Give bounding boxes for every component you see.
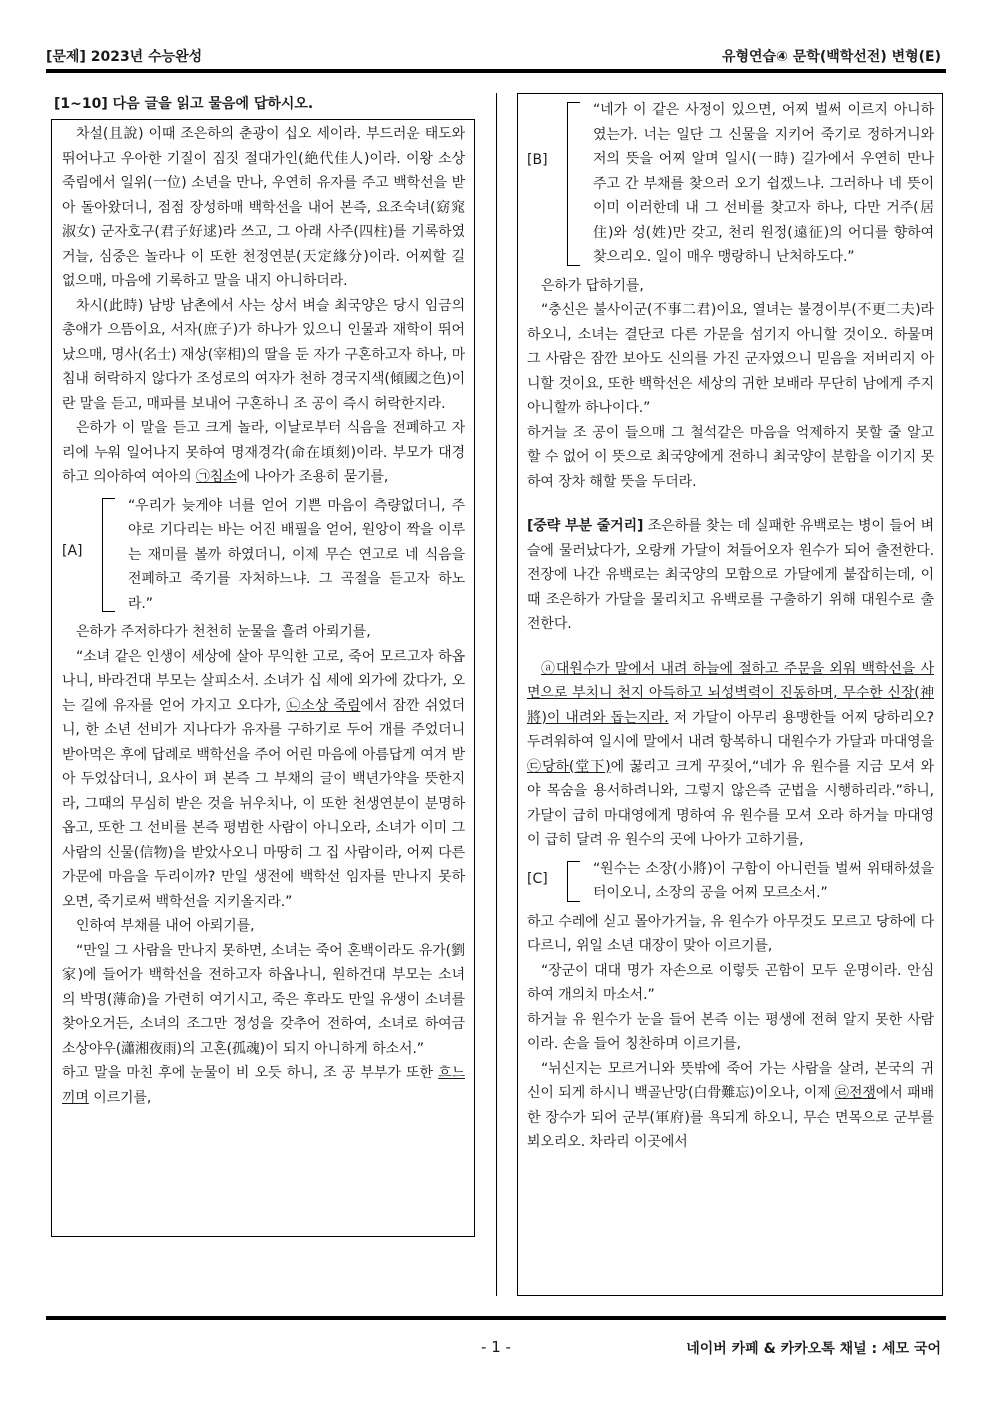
- paragraph: 은하가 답하기를,: [541, 277, 644, 294]
- column-divider: [496, 93, 497, 1296]
- header-right: 유형연습④ 문학(백학선전) 변형(E): [721, 49, 941, 65]
- footer-credit: 네이버 카페 & 카카오톡 채널 : 세모 국어: [686, 1341, 941, 1357]
- header-rule: [46, 69, 946, 73]
- bracket-label: [A]: [62, 542, 83, 559]
- bracket-b: [527, 98, 934, 270]
- paragraph: 하거늘 유 원수가 눈을 들어 본즉 이는 평생에 전혀 알지 못한 사람이라. 손을 들어 칭찬하며 이르기를,: [527, 1011, 934, 1052]
- paragraph: “뉘신지는 모르거니와 뜻밖에 죽어 가는 사람을 살려, 본국의 귀신이 되게 하시니 백골난망(白骨難忘)이오나, 이제 ㉣전쟁에서 패배한 장수가 되어 군부(軍府)를 욕되게 하오니, 무슨 면목으로 군부를 뵈오리오. 차라리 이곳에서: [527, 1060, 935, 1150]
- page-number: - 1 -: [481, 1338, 511, 1356]
- underlined-term: ㉢당하(堂下): [527, 758, 611, 775]
- paragraph: 하거늘 조 공이 들으매 그 철석같은 마음을 억제하지 못할 줄 알고 할 수 없어 이 뜻으로 최국양에게 전하니 최국양이 분함을 이기지 못하여 장차 해할 뜻을 두더라.: [527, 424, 934, 490]
- question-heading: [1~10] 다음 글을 읽고 물음에 답하시오.: [54, 96, 314, 112]
- paragraph: ⓐ대원수가 말에서 내려 하늘에 절하고 주문을 외워 백학선을 사면으로 부치니 천지 아득하고 뇌성벽력이 진동하며, 무수한 신장(神將)이 내려와 돕는지라. 저 가달이 아무리 용맹한들 어찌 당하리오? 두려워하여 일시에 말에서 내려 항복하니 대원수가 가달과 마대영을 ㉢당하(堂下)에 꿇리고 크게 꾸짖어,“네가 유 원수를 지금 모셔 와야 목숨을 용서하려니와, 그렇지 않은즉 군법을 시행하리라.”하니, 가달이 급히 마대영에게 명하여 유 원수를 모셔 오라 하거늘 마대영이 급히 달려 유 원수의 곳에 나아가 고하기를,: [527, 660, 934, 848]
- footer-rule: [46, 1316, 946, 1320]
- paragraph: “충신은 불사이군(不事二君)이요, 열녀는 불경이부(不更二夫)라 하오니, 소녀는 결단코 다른 가문을 섬기지 아니할 것이오. 하물며 그 사람은 잠깐 보아도 신의를 가진 군자였으니 믿음을 저버리지 아니할 것이요, 또한 백학선은 세상의 귀한 보배라 무단히 남에게 주지 아니할까 하나이다.”: [527, 302, 934, 416]
- spacer: [527, 494, 934, 514]
- bracket-text: “원수는 소장(小將)이 구함이 아니런들 벌써 위태하셨을 터이오니, 소장의 공을 어찌 모르소서.”: [593, 860, 934, 901]
- paragraph: 차설(且說) 이때 조은하의 춘광이 십오 세이라. 부드러운 태도와 뛰어나고 우아한 기질이 짐짓 절대가인(絶代佳人)이라. 이왕 소상 죽림에서 일위(一位) 소년을 만나, 우연히 유자를 주고 백학선을 받아 돌아왔더니, 점점 장성하매 백학선을 내어 본즉, 요조숙녀(窈窕淑女) 군자호구(君子好逑)라 쓰고, 그 아래 사주(四柱)를 기록하였거늘, 심중은 놀라나 이 또한 천정연분(天定緣分)이라. 어찌할 길 없으매, 마음에 기록하고 말을 내지 아니하더라.: [62, 126, 465, 289]
- passage-box-right: [517, 93, 943, 1296]
- bracket-label: [C]: [527, 870, 548, 887]
- paragraph: 은하가 주저하다가 천천히 눈물을 흘려 아뢰기를,: [76, 624, 371, 640]
- header-left: [문제] 2023년 수능완성: [46, 49, 203, 65]
- underlined-term: 흐느끼며: [62, 1065, 465, 1106]
- paragraph: “만일 그 사람을 만나지 못하면, 소녀는 죽어 혼백이라도 유가(劉家)에 들어가 백학선을 전하고자 하옵나니, 원하건대 부모는 소녀의 박명(薄命)을 가련히 여기시고, 죽은 후라도 만일 유생이 소녀를 찾아오거든, 소녀의 조그만 정성을 갖추어 전하여, 소녀로 하여금 소상야우(瀟湘夜雨)의 고혼(孤魂)이 되지 아니하게 하소서.”: [62, 942, 465, 1057]
- bracket-text: “네가 이 같은 사정이 있으면, 어찌 벌써 이르지 아니하였는가. 너는 일단 그 신물을 지키어 죽기로 정하거니와 저의 뜻을 어찌 알며 일시(一時) 길가에서 우연히 만나 주고 간 부채를 찾으러 오기 쉽겠느냐. 그러하나 네 뜻이 이미 이러한데 내 그 선비를 찾고자 하나, 다만 거주(居住)와 성(姓)만 갖고, 천리 원정(遠征)의 어디를 향하여 찾으리오. 일이 매우 맹랑하니 난처하도다.”: [593, 102, 934, 265]
- underlined-passage: ⓐ대원수가 말에서 내려 하늘에 절하고 주문을 외워 백학선을 사면으로 부치니 천지 아득하고 뇌성벽력이 진동하며, 무수한 신장(神將)이 내려와 돕는지라.: [527, 660, 934, 726]
- paragraph: 하고 말을 마친 후에 눈물이 비 오듯 하니, 조 공 부부가 또한 흐느끼며 이르기를,: [62, 1065, 465, 1106]
- bracket-line: [567, 102, 580, 266]
- bracket-line: [102, 498, 115, 613]
- paragraph: 하고 수레에 싣고 몰아가거늘, 유 원수가 아무것도 모르고 당하에 다다르니, 위일 소년 대장이 맞아 이르기를,: [527, 913, 934, 954]
- underlined-term: ㉠침소: [195, 469, 237, 485]
- paragraph: 은하가 이 말을 듣고 크게 놀라, 이날로부터 식음을 전폐하고 자리에 누워 일어나지 못하여 명재경각(命在頃刻)이라. 부모가 대경하고 의아하여 여아의 ㉠침소에 나아가 조용히 묻기를,: [62, 420, 465, 485]
- summary-paragraph: [중략 부분 줄거리] 조은하를 찾는 데 실패한 유백로는 병이 들어 벼슬에 물러났다가, 오랑캐 가달이 쳐들어오자 원수가 되어 출전한다. 전장에 나간 유백로는 최국양의 모함으로 가달에게 붙잡히는데, 이때 조은하가 가달을 물리치고 유백로를 구출하기 위해 대원수로 출전한다.: [527, 518, 934, 632]
- bracket-c: [527, 857, 934, 906]
- paragraph: “장군이 대대 명가 자손으로 이렇듯 곤함이 모두 운명이라. 안심하여 개의치 마소서.”: [527, 962, 934, 1003]
- bracket-line: [567, 861, 580, 902]
- bracket-text: “우리가 늦게야 너를 얻어 기쁜 마음이 측량없더니, 주야로 기다리는 바는 어진 배필을 얻어, 원앙이 짝을 이루는 재미를 볼까 하였더니, 이제 무슨 연고로 네 식음을 전폐하고 죽기를 자처하느냐. 그 곡절을 듣고자 하노라.”: [128, 497, 465, 612]
- underlined-term: ㉣전쟁: [835, 1085, 876, 1101]
- paragraph: “소녀 같은 인생이 세상에 살아 무익한 고로, 죽어 모르고자 하옵나니, 바라건대 부모는 살피소서. 소녀가 십 세에 외가에 갔다가, 오는 길에 유자를 얻어 가지고 오다가, ㉡소상 죽림에서 잠깐 쉬었더니, 한 소년 선비가 지나다가 유자를 구하기로 두어 개를 주었더니 받아먹은 후에 답례로 백학선을 주어 어린 마음에 아름답게 여겨 받아 두었삽더니, 요사이 펴 본즉 그 부채의 글이 백년가약을 뜻한지라, 그때의 무심히 받은 것을 뉘우치나, 이 또한 천생연분이 분명하옵고, 또한 그 선비를 본즉 평범한 사람이 아니오라, 소녀가 이미 그 사람의 신물(信物)을 받았사오니 마땅히 그 집 사람이라, 어찌 다른 가문에 마음을 두리이까? 만일 생전에 백학선 임자를 만나지 못하오면, 죽기로써 백학선을 지키올지라.”: [62, 648, 466, 910]
- paragraph: 인하여 부채를 내어 아뢰기를,: [76, 918, 255, 934]
- passage-box-left: [51, 119, 475, 1237]
- underlined-term: ㉡소상 죽림: [286, 697, 361, 714]
- bracket-a: [62, 494, 465, 617]
- bracket-label: [B]: [527, 152, 548, 168]
- summary-heading: [중략 부분 줄거리]: [527, 518, 644, 534]
- paragraph: 차시(此時) 남방 남촌에서 사는 상서 벼슬 최국양은 당시 임금의 총애가 으뜸이요, 서자(庶子)가 하나가 있으니 인물과 재학이 뛰어났으매, 명사(名士) 재상(宰相)의 딸을 둔 자가 구혼하고자 하나, 마침내 허락하지 않다가 조성로의 여자가 천하 경국지색(傾國之色)이란 말을 듣고, 매파를 보내어 구혼하니 조 공이 즉시 허락한지라.: [62, 297, 465, 412]
- spacer: [527, 637, 934, 657]
